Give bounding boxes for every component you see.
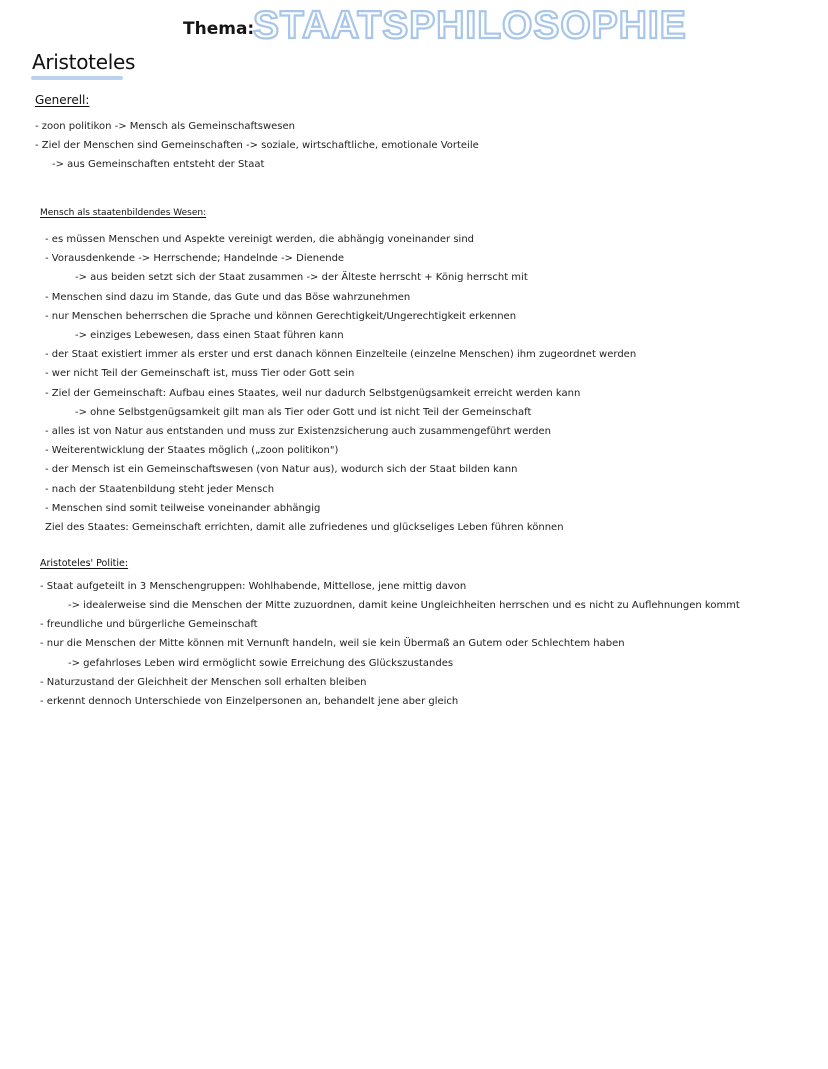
note-line: - wer nicht Teil der Gemeinschaft ist, muss Tier oder Gott sein [45, 368, 355, 379]
note-line: - nach der Staatenbildung steht jeder Mensch [45, 484, 275, 495]
note-line: Ziel des Staates: Gemeinschaft errichten, damit alle zufriedenes und glückseliges Leben führen können [45, 522, 564, 533]
note-line: - Menschen sind somit teilweise voneinander abhängig [45, 503, 321, 514]
section-heading-politie: Aristoteles' Politie: [40, 558, 129, 569]
note-line: - es müssen Menschen und Aspekte vereinigt werden, die abhängig voneinander sind [45, 234, 475, 245]
note-line: -> aus beiden setzt sich der Staat zusammen -> der Älteste herrscht + König herrscht mit [75, 272, 528, 283]
note-line: - Menschen sind dazu im Stande, das Gute und das Böse wahrzunehmen [45, 292, 411, 303]
note-line: -> idealerweise sind die Menschen der Mitte zuzuordnen, damit keine Ungleichheiten herrschen und es nicht zu Auflehnungen kommt [68, 600, 740, 611]
note-line: -> aus Gemeinschaften entsteht der Staat [52, 159, 265, 170]
note-line: - zoon politikon -> Mensch als Gemeinschaftswesen [35, 121, 295, 132]
note-line: -> einziges Lebewesen, dass einen Staat führen kann [75, 330, 344, 341]
note-line: - nur die Menschen der Mitte können mit Vernunft handeln, weil sie kein Übermaß an Gutem oder Schlechtem haben [40, 638, 625, 649]
note-line: - nur Menschen beherrschen die Sprache und können Gerechtigkeit/Ungerechtigkeit erkennen [45, 311, 517, 322]
note-line: - Ziel der Menschen sind Gemeinschaften -> soziale, wirtschaftliche, emotionale Vorteile [35, 140, 479, 151]
note-line: -> gefahrloses Leben wird ermöglicht sowie Erreichung des Glückszustandes [68, 658, 454, 669]
note-line: -> ohne Selbstgenügsamkeit gilt man als Tier oder Gott und ist nicht Teil der Gemeinschaft [75, 407, 532, 418]
note-line: - erkennt dennoch Unterschiede von Einzelpersonen an, behandelt jene aber gleich [40, 696, 459, 707]
note-line: - freundliche und bürgerliche Gemeinschaft [40, 619, 258, 630]
note-line: - Naturzustand der Gleichheit der Menschen soll erhalten bleiben [40, 677, 367, 688]
note-line: - Staat aufgeteilt in 3 Menschengruppen: Wohlhabende, Mittellose, jene mittig davon [40, 581, 467, 592]
note-line: - Weiterentwicklung der Staates möglich („zoon politikon") [45, 445, 339, 456]
section-heading-mensch: Mensch als staatenbildendes Wesen: [40, 208, 207, 218]
main-heading: Aristoteles [32, 50, 136, 74]
topic-label: Thema: [183, 19, 255, 39]
heading-highlight [31, 76, 123, 80]
note-line: - alles ist von Natur aus entstanden und muss zur Existenzsicherung auch zusammengeführt werden [45, 426, 552, 437]
note-line: - der Mensch ist ein Gemeinschaftswesen (von Natur aus), wodurch sich der Staat bilden kann [45, 464, 518, 475]
section-heading-generell: Generell: [35, 93, 90, 107]
note-line: - der Staat existiert immer als erster und erst danach können Einzelteile (einzelne Menschen) ihm zugeordnet werden [45, 349, 637, 360]
note-line: - Vorausdenkende -> Herrschende; Handelnde -> Dienende [45, 253, 345, 264]
note-line: - Ziel der Gemeinschaft: Aufbau eines Staates, weil nur dadurch Selbstgenügsamkeit erreicht werden kann [45, 388, 581, 399]
topic-title: STAATSPHILOSOPHIE [253, 4, 687, 47]
